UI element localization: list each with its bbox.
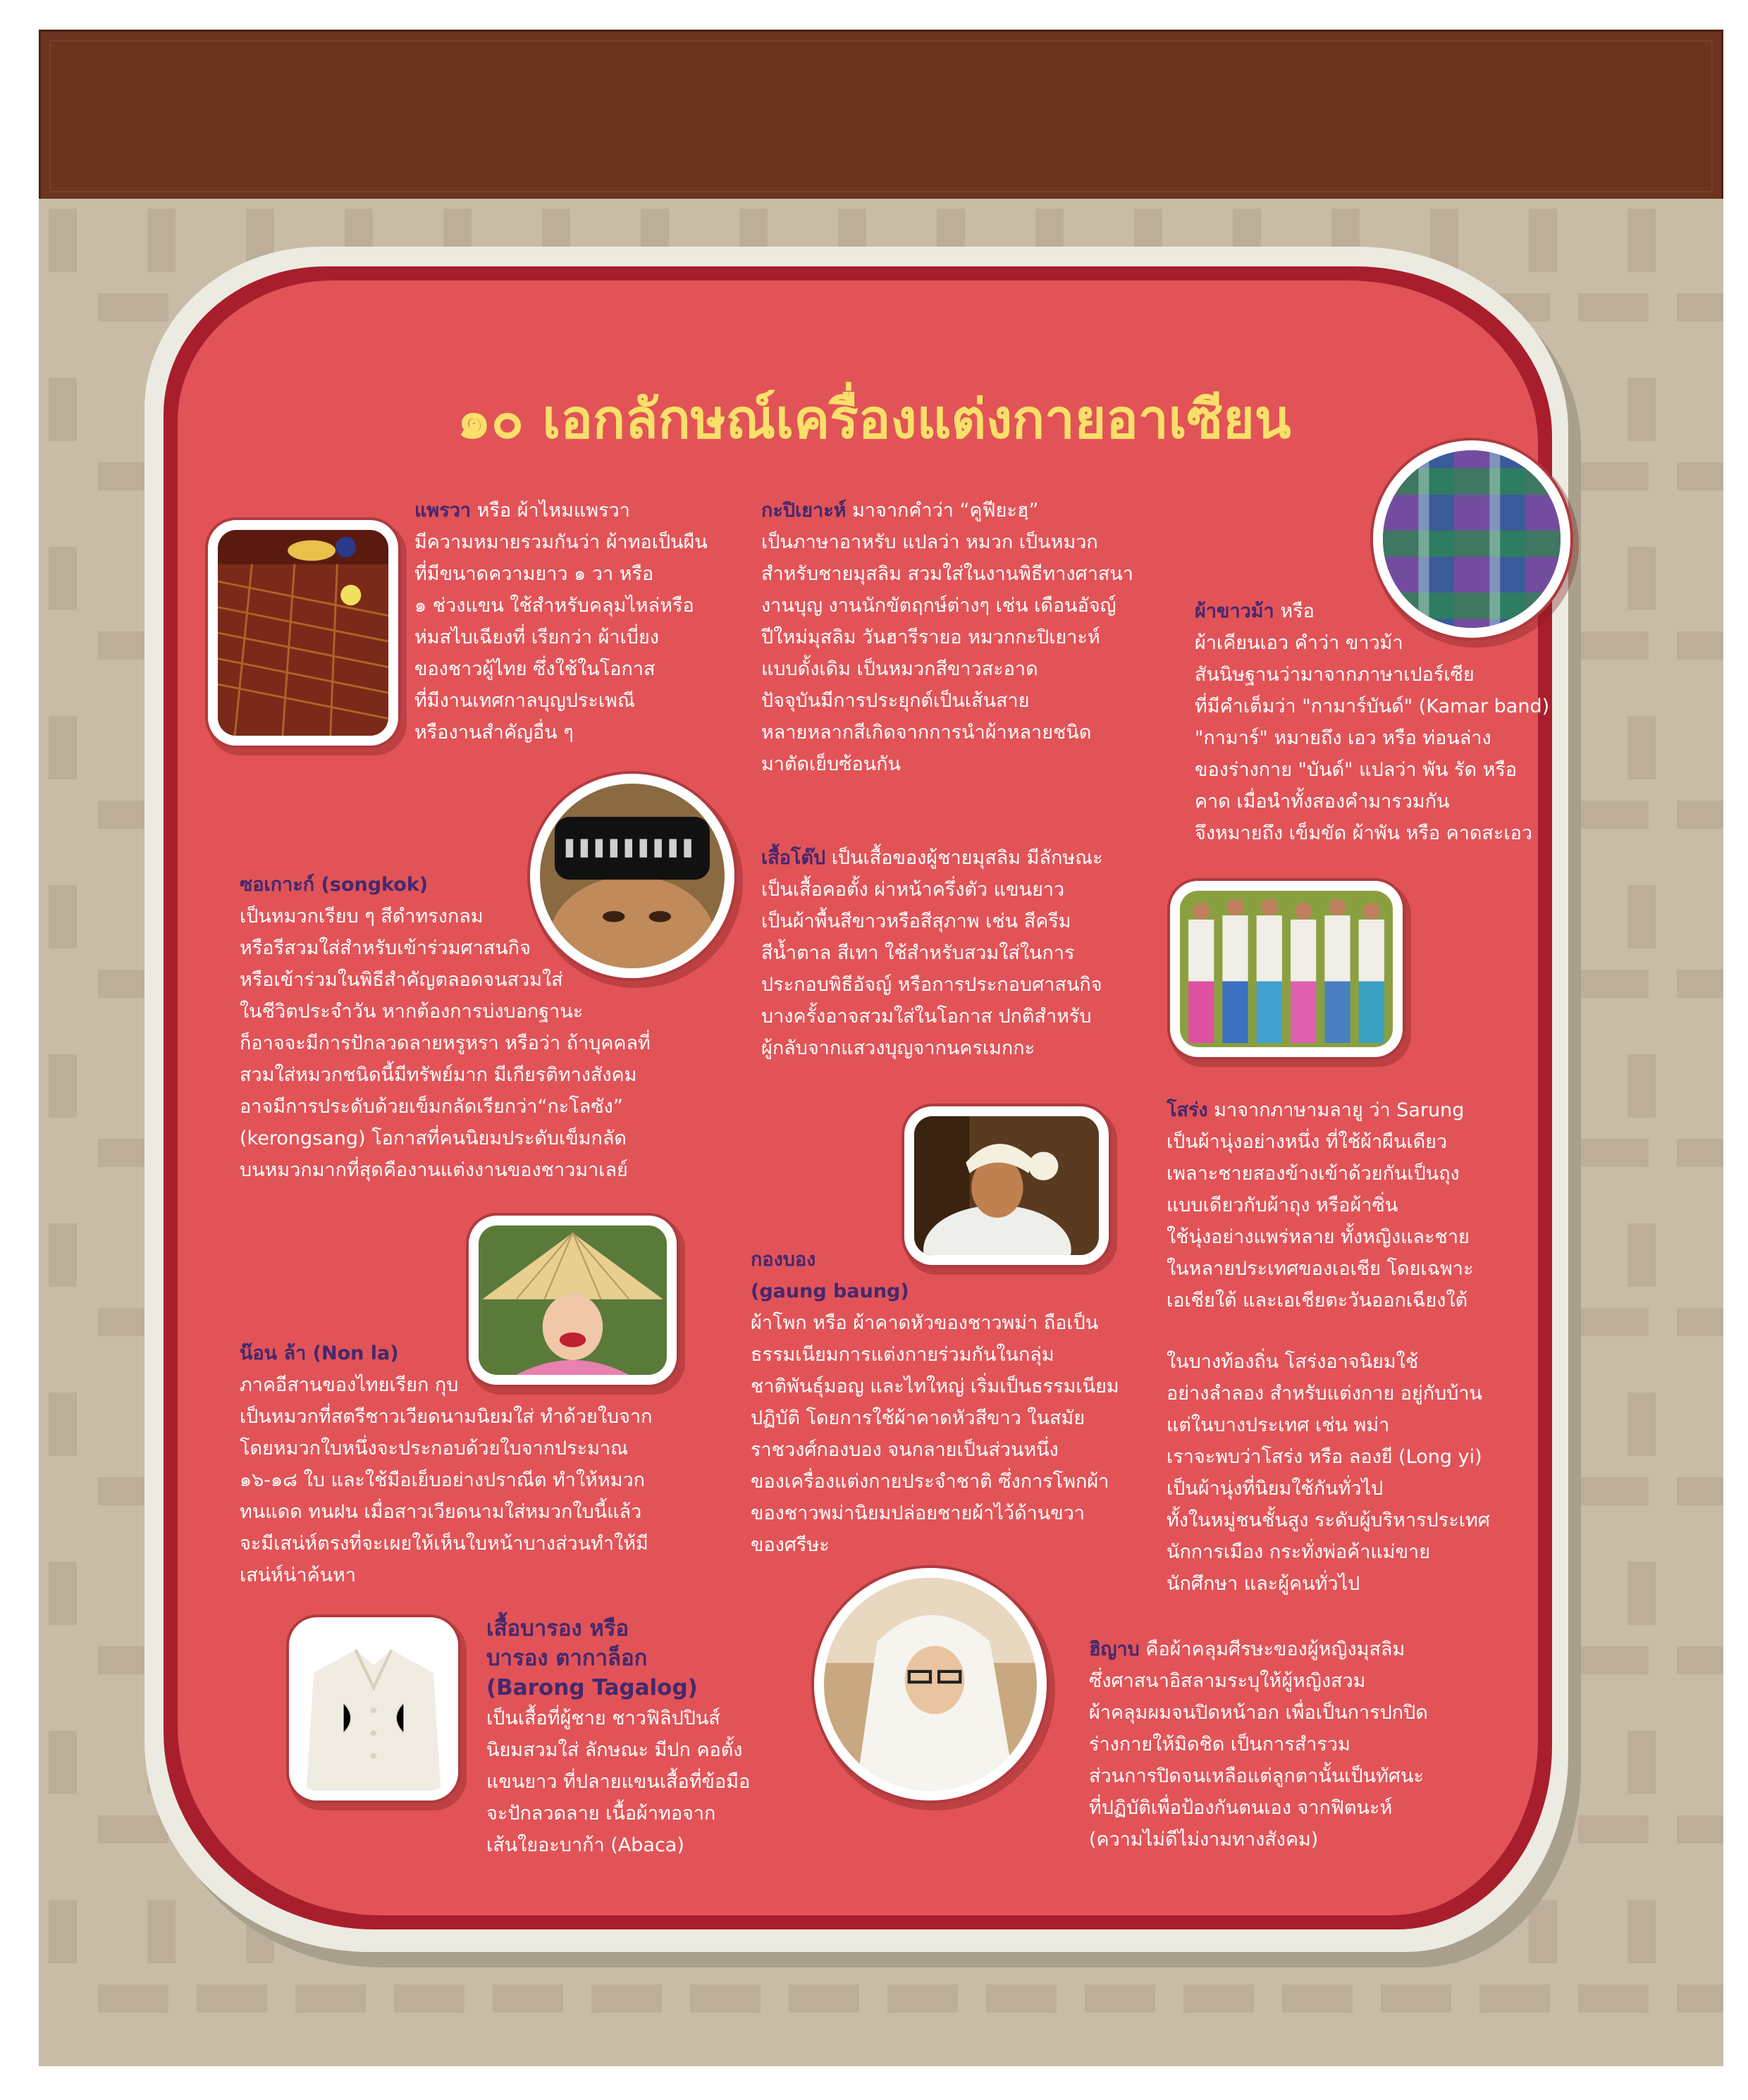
songkok-text (240, 901, 651, 1186)
kapiyoh-intro: มาจากคำว่า “คูฟียะฮฺ” (846, 500, 1039, 521)
lattice-tile (887, 1984, 958, 2013)
suea-top-text-line: ประกอบพิธีอัจญ์ หรือการประกอบศาสนกิจ (761, 974, 1102, 996)
hijab-text (1089, 1665, 1428, 1855)
kapiyoh-text-line: สำหรับชายมุสลิม สวมใส่ในงานพิธีทางศาสนา (761, 563, 1133, 585)
barong-photo (289, 1617, 458, 1801)
lattice-tile (98, 1815, 168, 1843)
sarong-text-2 (1167, 1346, 1490, 1600)
lattice-tile (1677, 1139, 1723, 1167)
sarong-text-2-line: อย่างลำลอง สำหรับแต่งกาย อยู่กับบ้าน (1167, 1383, 1483, 1404)
barong-text-line: นิยมสวมใส่ ลักษณะ มีปก คอตั้ง (486, 1739, 743, 1761)
sarong-text-2-line: นักการเมือง กระทั่งพ่อค้าแม่ขาย (1167, 1541, 1431, 1563)
header-band (39, 30, 1723, 203)
gaung-baung-text-line: ชาติพันธุ์มอญ และไทใหญ่ เริ่มเป็นธรรมเนียม (751, 1376, 1119, 1397)
lattice-tile (1578, 293, 1649, 321)
sarong-heading: โสร่ง (1167, 1099, 1208, 1121)
barong-heading (486, 1614, 750, 1703)
non-la-block (240, 1338, 653, 1591)
lattice-tile (49, 1392, 77, 1456)
lattice-tile (49, 1900, 77, 1963)
lattice-tile (1677, 293, 1723, 321)
lattice-tile (1578, 462, 1649, 490)
barong-text (486, 1703, 750, 1861)
pha-khao-ma-intro: หรือ (1274, 600, 1315, 622)
sarong-text-2-line: เป็นผ้านุ่งที่นิยมใช้กันทั่วไป (1167, 1478, 1384, 1500)
lattice-tile (591, 1984, 662, 2013)
songkok-text-line: สวมใส่หมวกชนิดนี้มีทรัพย์มาก มีเกียรติทางสังคม (240, 1064, 637, 1086)
sarong-text-2-line: นักศึกษา และผู้คนทั่วไป (1167, 1573, 1360, 1595)
hijab-text-line: ร่างกายให้มิดชิด เป็นการสำรวม (1089, 1734, 1350, 1755)
lattice-tile (394, 1984, 464, 2013)
lattice-tile (1578, 1646, 1649, 1674)
kapiyoh-text-line: เป็นภาษาอาหรับ แปลว่า หมวก เป็นหมวก (761, 531, 1098, 553)
kapiyoh-text-line: แบบดั้งเดิม เป็นหมวกสีขาวสะอาด (761, 658, 1038, 680)
lattice-tile (98, 293, 168, 321)
sarong-text-line: เพลาะชายสองข้างเข้าด้วยกันเป็นถุง (1167, 1163, 1460, 1185)
lattice-tile (49, 1731, 77, 1794)
lattice-tile (49, 1223, 77, 1287)
lattice-tile (1677, 801, 1723, 829)
sarong-text (1167, 1126, 1490, 1316)
non-la-text-line: ๑๖-๑๘ ใบ และใช้มือเย็บอย่างปราณีต ทำให้หมวก (240, 1469, 646, 1491)
suea-top-block (761, 842, 1103, 1064)
barong-heading-line: บารอง ตากาล็อก (486, 1645, 648, 1671)
phrae-wa-photo (208, 520, 398, 746)
sarong-text-line: แบบเดียวกับผ้าถุง หรือผ้าซิ่น (1167, 1194, 1398, 1216)
gaung-baung-heading: กองบอง (751, 1249, 816, 1271)
gaung-baung-text-line: ธรรมเนียมการแต่งกายร่วมกันในกลุ่ม (751, 1344, 1054, 1366)
hijab-block (1089, 1633, 1428, 1855)
gaung-baung-text-line: ของเครื่องแต่งกายประจำชาติ ซึ่งการโพกผ้า (751, 1471, 1109, 1493)
lattice-tile (1183, 1984, 1254, 2013)
lattice-tile (690, 1984, 761, 2013)
songkok-text-line: ในชีวิตประจำวัน หากต้องการบ่งบอกฐานะ (240, 1001, 584, 1023)
pha-khao-ma-text-line: สันนิษฐานว่ามาจากภาษาเปอร์เซีย (1195, 664, 1475, 686)
pha-khao-ma-text-line: ที่มีคำเต็มว่า "กามาร์บันด์" (Kamar band) (1195, 696, 1550, 717)
pha-khao-ma-text-line: ผ้าเคียนเอว คำว่า ขาวม้า (1195, 632, 1403, 654)
gaung-baung-text-line: ผ้าโพก หรือ ผ้าคาดหัวของชาวพม่า ถือเป็น (751, 1312, 1099, 1334)
lattice-tile (1677, 1815, 1723, 1843)
pha-khao-ma-text-line: "กามาร์" หมายถึง เอว หรือ ท่อนล่าง (1195, 727, 1491, 749)
phrae-wa-heading: แพรวา (414, 500, 472, 521)
songkok-heading: ซอเกาะก์ (songkok) (240, 874, 429, 896)
hijab-text-line: ซึ่งศาสนาอิสลามระบุให้ผู้หญิงสวม (1089, 1670, 1366, 1692)
lattice-tile (49, 716, 77, 779)
lattice-tile (1627, 1731, 1656, 1794)
kapiyoh-text-line: มาตัดเย็บซ้อนกัน (761, 753, 901, 775)
kapiyoh-text-line: ปีใหม่มุสลิม วันฮารีรายอ หมวกกะปิเยาะห์ (761, 626, 1100, 648)
suea-top-text (761, 874, 1103, 1064)
sarong-text-2-line: ทั้งในหมู่ชนชั้นสูง ระดับผู้บริหารประเทศ (1167, 1509, 1490, 1531)
lattice-tile (49, 209, 77, 272)
gaung-baung-text (751, 1307, 1119, 1561)
lattice-tile (1677, 462, 1723, 490)
barong-text-line: แขนยาว ที่ปลายแขนเสื้อที่ข้อมือ (486, 1771, 751, 1793)
non-la-text-line: เสน่ห์น่าค้นหา (240, 1564, 357, 1586)
suea-top-intro: เป็นเสื้อของผู้ชายมุสลิม มีลักษณะ (825, 847, 1103, 869)
lattice-tile (493, 1984, 563, 2013)
lattice-tile (1677, 1308, 1723, 1336)
lattice-tile (1529, 209, 1557, 272)
phrae-wa-text-line: มีความหมายรวมกันว่า ผ้าทอเป็นผืน (414, 531, 708, 553)
suea-top-text-line: เป็นผ้าพื้นสีขาวหรือสีสุภาพ เช่น สีครีม (761, 910, 1071, 932)
gaung-baung-text-line: ราชวงศ์กองบอง จนกลายเป็นส่วนหนึ่ง (751, 1439, 1059, 1461)
suea-top-text-line: เป็นเสื้อคอตั้ง ผ่าหน้าครึ่งตัว แขนยาว (761, 879, 1065, 901)
sarong-intro: มาจากภาษามลายู ว่า Sarung (1207, 1099, 1465, 1121)
songkok-text-line: บนหมวกมากที่สุดคืองานแต่งงานของชาวมาเลย์ (240, 1159, 628, 1181)
gaung-baung-text-line: ปฏิบัติ โดยการใช้ผ้าคาดหัวสีขาว ในสมัย (751, 1407, 1085, 1429)
phrae-wa-text-line: ที่มีงานเทศกาลบุญประเพณี (414, 690, 635, 712)
page-title: ๑๐ เอกลักษณ์เครื่องแต่งกายอาเซียน (457, 388, 1291, 450)
lattice-tile (1578, 801, 1649, 829)
sarong-block (1167, 1094, 1490, 1600)
kapiyoh-text-line: ปัจจุบันมีการประยุกต์เป็นเส้นสาย (761, 690, 1030, 712)
suea-top-photo (1170, 881, 1403, 1057)
lattice-tile (1627, 209, 1656, 272)
sarong-text-2-line: แต่ในบางประเทศ เช่น พม่า (1167, 1414, 1390, 1436)
lattice-tile (1677, 631, 1723, 660)
lattice-tile (1627, 1054, 1656, 1118)
pha-khao-ma-text-line: จึงหมายถึง เข็มขัด ผ้าพัน หรือ คาดสะเอว (1195, 822, 1533, 844)
sarong-text-line: เป็นผ้านุ่งอย่างหนึ่ง ที่ใช้ผ้าผืนเดียว (1167, 1131, 1448, 1153)
songkok-text-line: อาจมีการประดับด้วยเข็มกลัดเรียกว่า“กะโลซัง” (240, 1096, 623, 1118)
suea-top-text-line: สีน้ำตาล สีเทา ใช้สำหรับสวมใส่ในการ (761, 942, 1075, 964)
lattice-tile (1085, 1984, 1155, 2013)
kapiyoh-text-line: งานบุญ งานนักขัตฤกษ์ต่างๆ เช่น เดือนอัจญ์ (761, 595, 1116, 617)
pha-khao-ma-text-line: ของร่างกาย "บันด์" แปลว่า พัน รัด หรือ (1195, 759, 1518, 781)
hijab-intro: คือผ้าคลุมศีรษะของผู้หญิงมุสลิม (1139, 1638, 1405, 1660)
songkok-text-line: เป็นหมวกเรียบ ๆ สีดำทรงกลม (240, 906, 484, 927)
kapiyoh-text (761, 526, 1133, 780)
lattice-tile (147, 209, 176, 272)
songkok-text-line: (kerongsang) โอกาสที่คนนิยมประดับเข็มกลัด (240, 1128, 627, 1149)
lattice-tile (1578, 970, 1649, 998)
hijab-heading: ฮิญาบ (1089, 1638, 1140, 1660)
suea-top-text-line: ผู้กลับจากแสวงบุญจากนครเมกกะ (761, 1037, 1035, 1059)
phrae-wa-text-line: ๑ ช่วงแขน ใช้สำหรับคลุมไหล่หรือ (414, 595, 694, 617)
phrae-wa-intro: หรือ ผ้าไหมแพรวา (471, 500, 630, 521)
non-la-text (240, 1369, 653, 1591)
lattice-tile (1627, 885, 1656, 949)
sarong-text-line: ใช้นุ่งอย่างแพร่หลาย ทั้งหญิงและชาย (1167, 1226, 1470, 1248)
gaung-baung-heading-2: (gaung baung) (751, 1280, 909, 1302)
pha-khao-ma-text-line: คาด เมื่อนำทั้งสองคำมารวมกัน (1195, 791, 1450, 813)
hijab-photo (814, 1568, 1047, 1801)
barong-heading-line: เสื้อบารอง หรือ (486, 1616, 629, 1641)
lattice-tile (49, 1562, 77, 1625)
hijab-text-line: ผ้าคลุมผมจนปิดหน้าอก เพื่อเป็นการปกปิด (1089, 1702, 1428, 1724)
songkok-text-line: หรือรีสวมใส่สำหรับเข้าร่วมศาสนกิจ (240, 937, 531, 959)
hijab-text-line: (ความไม่ดีไม่งามทางสังคม) (1089, 1829, 1319, 1851)
phrae-wa-text-line: ของชาวผู้ไทย ซึ่งใช้ในโอกาส (414, 658, 656, 680)
phrae-wa-text-line: ที่มีขนาดความยาว ๑ วา หรือ (414, 563, 654, 585)
lattice-tile (1627, 1562, 1656, 1625)
suea-top-text-line: บางครั้งอาจสวมใส่ในโอกาส ปกติสำหรับ (761, 1006, 1092, 1027)
lattice-tile (1578, 1815, 1649, 1843)
sarong-text-2-line: เราจะพบว่าโสร่ง หรือ ลองยี (Long yi) (1167, 1446, 1482, 1468)
barong-block (486, 1614, 750, 1861)
lattice-tile (1578, 1477, 1649, 1505)
non-la-text-line: จะมีเสน่ห์ตรงที่จะเผยให้เห็นใบหน้าบางส่วนทำให้มี (240, 1533, 648, 1555)
lattice-tile (789, 1984, 859, 2013)
non-la-text-line: ทนแดด ทนฝน เมื่อสาวเวียดนามใส่หมวกใบนี้แล้ว (240, 1501, 642, 1523)
pha-khao-ma-heading: ผ้าขาวม้า (1195, 600, 1274, 622)
lattice-tile (197, 1984, 267, 2013)
lattice-tile (1381, 1984, 1451, 2013)
lattice-tile (1282, 1984, 1353, 2013)
lattice-tile (1578, 1308, 1649, 1336)
lattice-tile (1578, 1139, 1649, 1167)
lattice-tile (1627, 716, 1656, 779)
songkok-block (240, 869, 651, 1186)
hijab-text-line: ส่วนการปิดจนเหลือแต่ลูกตานั้นเป็นทัศนะ (1089, 1765, 1424, 1787)
lattice-tile (49, 547, 77, 610)
gaung-baung-block (751, 1244, 1119, 1561)
barong-text-line: เส้นใยอะบาก้า (Abaca) (486, 1834, 684, 1856)
lattice-tile (1578, 1984, 1649, 2013)
gaung-baung-text-line: ของชาวพม่านิยมปล่อยชายผ้าไว้ด้านขวา (751, 1502, 1085, 1524)
gaung-baung-text-line: ของศรีษะ (751, 1534, 830, 1556)
pha-khao-ma-block (1195, 595, 1549, 849)
hijab-text-line: ที่ปฏิบัติเพื่อป้องกันตนเอง จากฟิตนะห์ (1089, 1797, 1393, 1819)
kapiyoh-heading: กะปิเยาะห์ (761, 500, 847, 521)
sarong-text-line: ในหลายประเทศของเอเชีย โดยเฉพาะ (1167, 1258, 1474, 1280)
non-la-heading: น๊อน ล้า (Non la) (240, 1342, 399, 1364)
sarong-text-line: เอเชียใต้ และเอเชียตะวันออกเฉียงใต้ (1167, 1290, 1468, 1311)
non-la-text-line: โดยหมวกใบหนึ่งจะประกอบด้วยใบจากประมาณ (240, 1438, 629, 1459)
non-la-text-line: ภาคอีสานของไทยเรียก กุบ (240, 1374, 459, 1396)
lattice-tile (49, 885, 77, 949)
songkok-text-line: หรือเข้าร่วมในพิธีสำคัญตลอดจนสวมใส่ (240, 969, 563, 991)
phrae-wa-block (414, 495, 708, 748)
pha-khao-ma-text (1195, 627, 1549, 849)
phrae-wa-text-line: หรืองานสำคัญอื่น ๆ (414, 722, 574, 743)
lattice-tile (1677, 1646, 1723, 1674)
barong-text-line: จะปักลวดลาย เนื้อผ้าทอจาก (486, 1803, 716, 1824)
barong-heading-line: (Barong Tagalog) (486, 1675, 698, 1700)
phrae-wa-text-line: ห่มสไบเฉียงที่ เรียกว่า ผ้าเบี่ยง (414, 626, 659, 648)
kapiyoh-block (761, 495, 1133, 780)
barong-text-line: เป็นเสื้อที่ผู้ชาย ชาวฟิลิปปินส์ (486, 1707, 720, 1729)
phrae-wa-text (414, 526, 708, 748)
lattice-tile (1578, 631, 1649, 660)
suea-top-heading: เสื้อโต๊ป (761, 847, 826, 869)
non-la-text-line: เป็นหมวกที่สตรีชาวเวียดนามนิยมใส่ ทำด้วยใบจาก (240, 1406, 653, 1428)
sarong-text-2-line: ในบางท้องถิ่น โสร่งอาจนิยมใช้ (1167, 1351, 1419, 1373)
lattice-tile (1529, 1900, 1557, 1963)
songkok-text-line: ก็อาจจะมีการปักลวดลายหรูหรา หรือว่า ถ้าบุคคลที่ (240, 1032, 651, 1054)
kapiyoh-text-line: หลายหลากสีเกิดจากการนำผ้าหลายชนิด (761, 722, 1092, 743)
lattice-tile (986, 1984, 1057, 2013)
lattice-tile (49, 1054, 77, 1118)
lattice-tile (1479, 1984, 1550, 2013)
lattice-tile (1677, 970, 1723, 998)
lattice-tile (1627, 1223, 1656, 1287)
lattice-tile (1677, 1984, 1723, 2013)
lattice-tile (295, 1984, 366, 2013)
lattice-tile (1627, 1392, 1656, 1456)
lattice-tile (1627, 1900, 1656, 1963)
lattice-tile (1627, 547, 1656, 610)
lattice-tile (98, 1984, 168, 2013)
lattice-tile (147, 1900, 176, 1963)
gaung-baung-photo (904, 1106, 1109, 1265)
lattice-tile (1677, 1477, 1723, 1505)
